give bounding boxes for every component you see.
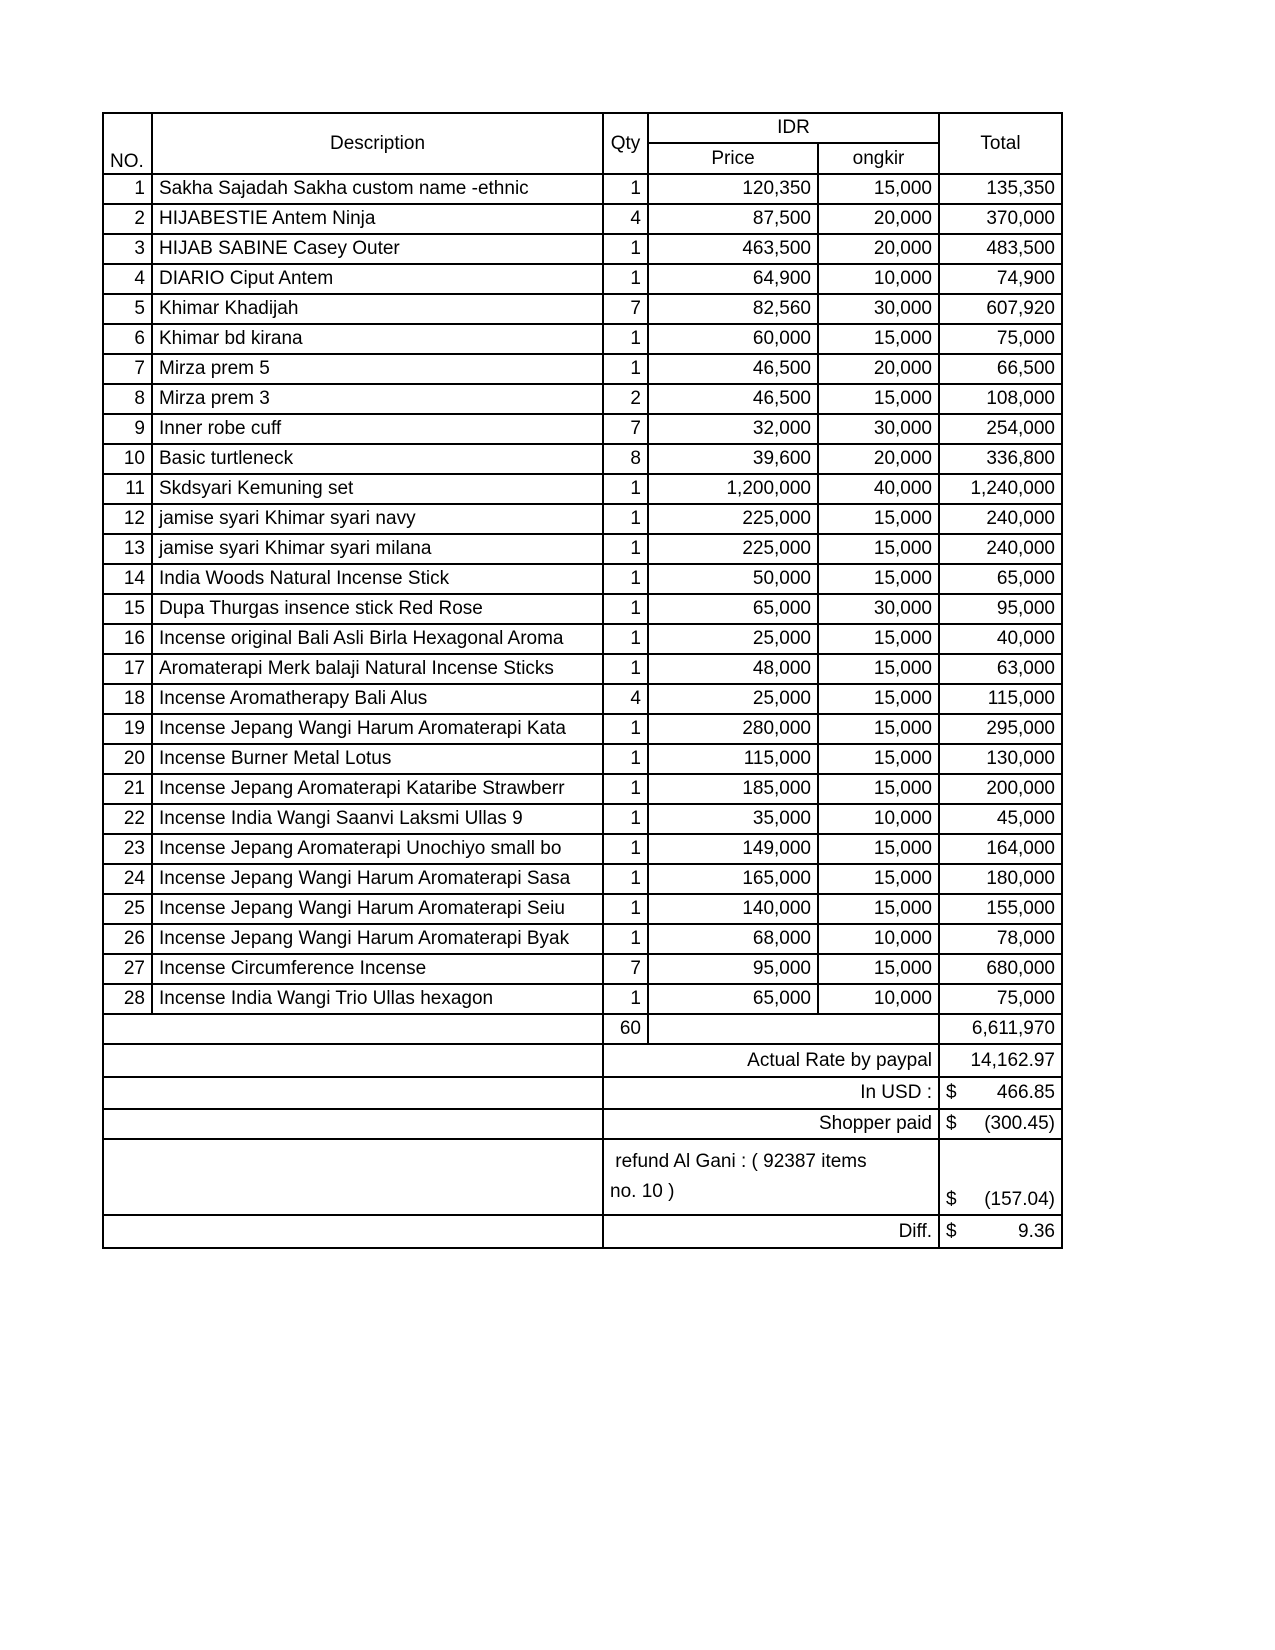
totals-row <box>103 1014 1062 1044</box>
cell-no: 5 <box>103 294 152 324</box>
cell-no: 17 <box>103 654 152 684</box>
col-header-total: Total <box>939 113 1062 174</box>
actual-rate-value: 14,162.97 <box>939 1044 1062 1077</box>
cell-total: 63,000 <box>939 654 1062 684</box>
table-row <box>103 894 1062 924</box>
cell-ongkir: 15,000 <box>818 174 939 204</box>
empty-area <box>103 1215 603 1248</box>
cell-description: jamise syari Khimar syari milana <box>152 534 603 564</box>
cell-qty: 1 <box>603 324 648 354</box>
cell-no: 6 <box>103 324 152 354</box>
cell-no: 27 <box>103 954 152 984</box>
cell-price: 50,000 <box>648 564 818 594</box>
cell-price: 46,500 <box>648 384 818 414</box>
shopper-paid-label: Shopper paid <box>603 1109 939 1139</box>
table-row <box>103 864 1062 894</box>
table-row <box>103 804 1062 834</box>
cell-qty: 1 <box>603 894 648 924</box>
cell-price: 25,000 <box>648 684 818 714</box>
cell-total: 108,000 <box>939 384 1062 414</box>
cell-description: Dupa Thurgas insence stick Red Rose <box>152 594 603 624</box>
cell-description: India Woods Natural Incense Stick <box>152 564 603 594</box>
cell-total: 115,000 <box>939 684 1062 714</box>
cell-qty: 1 <box>603 264 648 294</box>
cell-no: 16 <box>103 624 152 654</box>
cell-no: 28 <box>103 984 152 1014</box>
cell-no: 20 <box>103 744 152 774</box>
cell-no: 14 <box>103 564 152 594</box>
table-row <box>103 174 1062 204</box>
table-row <box>103 354 1062 384</box>
cell-no: 23 <box>103 834 152 864</box>
amount: 466.85 <box>996 1082 1055 1103</box>
cell-qty: 1 <box>603 804 648 834</box>
cell-qty: 1 <box>603 864 648 894</box>
cell-qty: 4 <box>603 684 648 714</box>
cell-no: 7 <box>103 354 152 384</box>
cell-description: Incense Jepang Wangi Harum Aromaterapi Seiu <box>152 894 603 924</box>
cell-ongkir: 15,000 <box>818 954 939 984</box>
cell-description: HIJABESTIE Antem Ninja <box>152 204 603 234</box>
cell-price: 115,000 <box>648 744 818 774</box>
cell-description: Khimar bd kirana <box>152 324 603 354</box>
col-header-idr: IDR <box>648 113 939 143</box>
cell-no: 19 <box>103 714 152 744</box>
cell-ongkir: 15,000 <box>818 684 939 714</box>
table-row <box>103 534 1062 564</box>
table-row <box>103 414 1062 444</box>
cell-total: 336,800 <box>939 444 1062 474</box>
cell-ongkir: 15,000 <box>818 714 939 744</box>
cell-total: 295,000 <box>939 714 1062 744</box>
cell-price: 39,600 <box>648 444 818 474</box>
cell-qty: 1 <box>603 654 648 684</box>
cell-description: Incense Jepang Wangi Harum Aromaterapi Kata <box>152 714 603 744</box>
table-row <box>103 774 1062 804</box>
currency-symbol: $ <box>946 1189 957 1210</box>
empty-area <box>103 1077 603 1109</box>
cell-description: jamise syari Khimar syari navy <box>152 504 603 534</box>
cell-total: 240,000 <box>939 504 1062 534</box>
cell-price: 149,000 <box>648 834 818 864</box>
table-row <box>103 654 1062 684</box>
refund-note <box>603 1139 939 1215</box>
cell-total: 200,000 <box>939 774 1062 804</box>
cell-total: 95,000 <box>939 594 1062 624</box>
cell-no: 13 <box>103 534 152 564</box>
cell-qty: 1 <box>603 834 648 864</box>
cell-ongkir: 15,000 <box>818 324 939 354</box>
cell-description: Incense India Wangi Trio Ullas hexagon <box>152 984 603 1014</box>
table-row <box>103 294 1062 324</box>
cell-qty: 7 <box>603 294 648 324</box>
cell-price: 87,500 <box>648 204 818 234</box>
cell-no: 15 <box>103 594 152 624</box>
cell-no: 11 <box>103 474 152 504</box>
cell-no: 1 <box>103 174 152 204</box>
table-row <box>103 564 1062 594</box>
table-row <box>103 594 1062 624</box>
cell-price: 95,000 <box>648 954 818 984</box>
cell-price: 463,500 <box>648 234 818 264</box>
table-row <box>103 504 1062 534</box>
cell-total: 155,000 <box>939 894 1062 924</box>
col-header-price: Price <box>648 143 818 174</box>
cell-no: 8 <box>103 384 152 414</box>
table-row <box>103 744 1062 774</box>
cell-no: 9 <box>103 414 152 444</box>
cell-price: 120,350 <box>648 174 818 204</box>
cell-price: 25,000 <box>648 624 818 654</box>
col-header-description: Description <box>152 113 603 174</box>
cell-price: 68,000 <box>648 924 818 954</box>
table-row <box>103 384 1062 414</box>
cell-qty: 1 <box>603 504 648 534</box>
cell-no: 22 <box>103 804 152 834</box>
cell-qty: 1 <box>603 234 648 264</box>
cell-description: Skdsyari Kemuning set <box>152 474 603 504</box>
cell-qty: 1 <box>603 714 648 744</box>
cell-ongkir: 15,000 <box>818 774 939 804</box>
cell-price: 32,000 <box>648 414 818 444</box>
cell-ongkir: 15,000 <box>818 864 939 894</box>
cell-total: 483,500 <box>939 234 1062 264</box>
currency-symbol: $ <box>946 1113 957 1134</box>
cell-price: 35,000 <box>648 804 818 834</box>
table-body <box>103 174 1062 1014</box>
in-usd-value <box>939 1077 1062 1109</box>
header-row-1 <box>103 113 1062 143</box>
qty-total: 60 <box>603 1014 648 1044</box>
refund-note-line1: refund Al Gani : ( 92387 items <box>610 1151 867 1172</box>
diff-row <box>103 1215 1062 1248</box>
cell-description: Incense original Bali Asli Birla Hexagonal Aroma <box>152 624 603 654</box>
cell-no: 25 <box>103 894 152 924</box>
cell-description: Khimar Khadijah <box>152 294 603 324</box>
cell-qty: 1 <box>603 474 648 504</box>
cell-price: 65,000 <box>648 594 818 624</box>
cell-total: 75,000 <box>939 324 1062 354</box>
shopper-paid-value <box>939 1109 1062 1139</box>
cell-ongkir: 20,000 <box>818 204 939 234</box>
cell-ongkir: 15,000 <box>818 564 939 594</box>
currency-symbol: $ <box>946 1082 957 1103</box>
cell-no: 26 <box>103 924 152 954</box>
table-row <box>103 324 1062 354</box>
cell-total: 254,000 <box>939 414 1062 444</box>
cell-description: Mirza prem 5 <box>152 354 603 384</box>
cell-total: 607,920 <box>939 294 1062 324</box>
cell-no: 12 <box>103 504 152 534</box>
cell-qty: 1 <box>603 984 648 1014</box>
cell-price: 60,000 <box>648 324 818 354</box>
table-header <box>103 113 1062 174</box>
totals-empty-cell <box>648 1014 939 1044</box>
currency-symbol: $ <box>946 1220 957 1242</box>
cell-qty: 7 <box>603 954 648 984</box>
cell-qty: 1 <box>603 594 648 624</box>
cell-description: Incense India Wangi Saanvi Laksmi Ullas 9 <box>152 804 603 834</box>
cell-ongkir: 20,000 <box>818 444 939 474</box>
col-header-qty: Qty <box>603 113 648 174</box>
cell-total: 78,000 <box>939 924 1062 954</box>
table-row <box>103 714 1062 744</box>
refund-value <box>939 1139 1062 1215</box>
cell-ongkir: 10,000 <box>818 804 939 834</box>
table-row <box>103 444 1062 474</box>
cell-qty: 1 <box>603 924 648 954</box>
cell-description: Aromaterapi Merk balaji Natural Incense Sticks <box>152 654 603 684</box>
refund-row <box>103 1139 1062 1215</box>
in-usd-label: In USD : <box>603 1077 939 1109</box>
col-header-no: NO. <box>103 113 152 174</box>
cell-ongkir: 10,000 <box>818 984 939 1014</box>
cell-qty: 1 <box>603 624 648 654</box>
cell-total: 164,000 <box>939 834 1062 864</box>
shopper-paid-row <box>103 1109 1062 1139</box>
cell-ongkir: 15,000 <box>818 534 939 564</box>
cell-description: Incense Jepang Wangi Harum Aromaterapi Sasa <box>152 864 603 894</box>
cell-description: Incense Jepang Aromaterapi Unochiyo small bo <box>152 834 603 864</box>
cell-total: 74,900 <box>939 264 1062 294</box>
cell-ongkir: 30,000 <box>818 414 939 444</box>
col-header-ongkir: ongkir <box>818 143 939 174</box>
diff-label: Diff. <box>603 1215 939 1248</box>
cell-qty: 1 <box>603 744 648 774</box>
cell-ongkir: 10,000 <box>818 264 939 294</box>
cell-description: Inner robe cuff <box>152 414 603 444</box>
table-row <box>103 624 1062 654</box>
cell-description: Basic turtleneck <box>152 444 603 474</box>
cell-qty: 7 <box>603 414 648 444</box>
empty-area <box>103 1014 603 1044</box>
cell-ongkir: 40,000 <box>818 474 939 504</box>
table-row <box>103 474 1062 504</box>
cell-price: 48,000 <box>648 654 818 684</box>
cell-ongkir: 15,000 <box>818 654 939 684</box>
amount: (300.45) <box>984 1113 1055 1134</box>
cell-no: 4 <box>103 264 152 294</box>
actual-rate-row <box>103 1044 1062 1077</box>
cell-ongkir: 15,000 <box>818 384 939 414</box>
cell-total: 1,240,000 <box>939 474 1062 504</box>
cell-ongkir: 15,000 <box>818 504 939 534</box>
table-row <box>103 924 1062 954</box>
refund-note-line2: no. 10 ) <box>610 1181 675 1202</box>
cell-description: Sakha Sajadah Sakha custom name -ethnic <box>152 174 603 204</box>
cell-total: 240,000 <box>939 534 1062 564</box>
cell-ongkir: 15,000 <box>818 834 939 864</box>
table-row <box>103 264 1062 294</box>
cell-total: 66,500 <box>939 354 1062 384</box>
cell-description: Mirza prem 3 <box>152 384 603 414</box>
cell-no: 21 <box>103 774 152 804</box>
cell-total: 135,350 <box>939 174 1062 204</box>
cell-price: 165,000 <box>648 864 818 894</box>
cell-qty: 4 <box>603 204 648 234</box>
cell-price: 280,000 <box>648 714 818 744</box>
table-row <box>103 204 1062 234</box>
cell-price: 225,000 <box>648 534 818 564</box>
cell-price: 1,200,000 <box>648 474 818 504</box>
cell-price: 140,000 <box>648 894 818 924</box>
cell-description: Incense Jepang Aromaterapi Kataribe Strawberr <box>152 774 603 804</box>
cell-ongkir: 30,000 <box>818 594 939 624</box>
cell-ongkir: 15,000 <box>818 894 939 924</box>
table-row <box>103 834 1062 864</box>
empty-area <box>103 1139 603 1215</box>
cell-qty: 8 <box>603 444 648 474</box>
table-row <box>103 954 1062 984</box>
cell-description: Incense Burner Metal Lotus <box>152 744 603 774</box>
cell-price: 65,000 <box>648 984 818 1014</box>
cell-no: 3 <box>103 234 152 264</box>
cell-qty: 1 <box>603 174 648 204</box>
cell-qty: 1 <box>603 534 648 564</box>
cell-no: 18 <box>103 684 152 714</box>
diff-value <box>939 1215 1062 1248</box>
cell-total: 40,000 <box>939 624 1062 654</box>
cell-description: Incense Jepang Wangi Harum Aromaterapi Byak <box>152 924 603 954</box>
cell-ongkir: 10,000 <box>818 924 939 954</box>
cell-description: HIJAB SABINE Casey Outer <box>152 234 603 264</box>
cell-total: 180,000 <box>939 864 1062 894</box>
cell-total: 680,000 <box>939 954 1062 984</box>
actual-rate-label: Actual Rate by paypal <box>603 1044 939 1077</box>
cell-total: 370,000 <box>939 204 1062 234</box>
cell-description: Incense Circumference Incense <box>152 954 603 984</box>
table-row <box>103 234 1062 264</box>
table-row <box>103 984 1062 1014</box>
cell-qty: 1 <box>603 354 648 384</box>
cell-price: 64,900 <box>648 264 818 294</box>
in-usd-row <box>103 1077 1062 1109</box>
cell-qty: 1 <box>603 774 648 804</box>
cell-ongkir: 20,000 <box>818 234 939 264</box>
cell-price: 225,000 <box>648 504 818 534</box>
cell-no: 24 <box>103 864 152 894</box>
cell-qty: 2 <box>603 384 648 414</box>
empty-area <box>103 1109 603 1139</box>
order-table <box>102 112 1063 1249</box>
cell-ongkir: 30,000 <box>818 294 939 324</box>
cell-total: 75,000 <box>939 984 1062 1014</box>
cell-no: 10 <box>103 444 152 474</box>
cell-price: 82,560 <box>648 294 818 324</box>
summary-section <box>103 1014 1062 1248</box>
cell-description: DIARIO Ciput Antem <box>152 264 603 294</box>
cell-description: Incense Aromatherapy Bali Alus <box>152 684 603 714</box>
cell-total: 45,000 <box>939 804 1062 834</box>
cell-ongkir: 15,000 <box>818 744 939 774</box>
cell-total: 65,000 <box>939 564 1062 594</box>
grand-total: 6,611,970 <box>939 1014 1062 1044</box>
empty-area <box>103 1044 603 1077</box>
amount: 9.36 <box>1018 1220 1055 1242</box>
cell-price: 185,000 <box>648 774 818 804</box>
cell-price: 46,500 <box>648 354 818 384</box>
cell-ongkir: 15,000 <box>818 624 939 654</box>
cell-total: 130,000 <box>939 744 1062 774</box>
table-row <box>103 684 1062 714</box>
cell-no: 2 <box>103 204 152 234</box>
cell-qty: 1 <box>603 564 648 594</box>
cell-ongkir: 20,000 <box>818 354 939 384</box>
amount: (157.04) <box>984 1189 1055 1210</box>
